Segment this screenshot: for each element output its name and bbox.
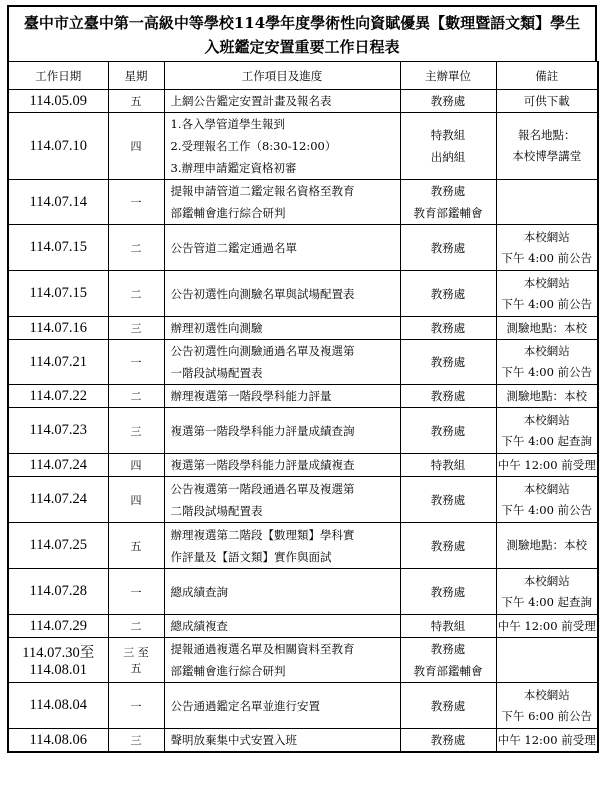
cell-organizer — [400, 340, 496, 385]
cell-date-line: 114.07.30至 — [22, 645, 95, 661]
cell-date — [8, 340, 108, 385]
cell-organizer — [400, 523, 496, 569]
cell-weekday-line: 五 — [130, 95, 142, 108]
table-row — [8, 683, 598, 729]
cell-weekday-line: 三 至 — [123, 646, 149, 659]
schedule-table — [7, 61, 599, 753]
cell-organizer — [400, 408, 496, 454]
cell-task — [164, 477, 400, 523]
table-row — [8, 90, 598, 113]
cell-task — [164, 454, 400, 477]
cell-notes-line: 測驗地點：本校 — [506, 388, 587, 403]
cell-notes-line: 下午 4:00 前公告 — [501, 365, 593, 379]
cell-task — [164, 615, 400, 638]
cell-date — [8, 113, 108, 180]
cell-organizer — [400, 317, 496, 340]
cell-date — [8, 569, 108, 615]
cell-weekday-line: 一 — [130, 356, 142, 369]
cell-date — [8, 638, 108, 683]
cell-organizer-line: 教育部鑑輔會 — [413, 206, 483, 220]
table-row — [8, 523, 598, 569]
cell-organizer-line: 教務處 — [430, 240, 466, 255]
cell-weekday-line: 一 — [130, 196, 142, 209]
document-title — [7, 5, 597, 61]
cell-organizer-line: 出納組 — [430, 150, 466, 164]
cell-organizer — [400, 638, 496, 683]
cell-notes — [496, 225, 598, 271]
cell-notes-line: 下午 4:00 前公告 — [501, 250, 593, 265]
cell-notes-line: 中午 12:00 前受理 — [497, 457, 596, 472]
table-row — [8, 180, 598, 225]
cell-notes-line: 可供下載 — [523, 93, 570, 108]
cell-date — [8, 615, 108, 638]
cell-date-line: 114.08.06 — [29, 731, 87, 748]
cell-notes — [496, 454, 598, 477]
cell-notes — [496, 180, 598, 225]
cell-task — [164, 569, 400, 615]
cell-date — [8, 180, 108, 225]
cell-date-line: 114.07.25 — [29, 537, 87, 553]
cell-task — [164, 385, 400, 408]
table-row — [8, 225, 598, 271]
cell-task-line: 部鑑輔會進行綜合研判 — [170, 664, 286, 678]
cell-notes-line: 本校網站 — [523, 275, 570, 290]
cell-date — [8, 729, 108, 753]
table-row — [8, 408, 598, 454]
cell-task — [164, 729, 400, 753]
cell-task — [164, 225, 400, 271]
cell-task-line: 複選第一階段學科能力評量成績查詢 — [170, 423, 355, 438]
cell-weekday — [108, 569, 164, 615]
cell-task-line: 作評量及【語文類】實作與面試 — [170, 549, 332, 564]
cell-organizer — [400, 225, 496, 271]
cell-notes-line: 本校網站 — [523, 687, 570, 702]
cell-date-line: 114.07.16 — [29, 319, 87, 336]
cell-task-line: 2.受理報名工作（8:30-12:00） — [170, 139, 337, 153]
cell-task — [164, 317, 400, 340]
cell-weekday-line: 二 — [130, 390, 142, 403]
cell-organizer-line: 教務處 — [430, 423, 466, 438]
cell-task-line: 公告初選性向測驗名單與試場配置表 — [170, 286, 355, 301]
cell-notes-line: 報名地點： — [518, 128, 576, 142]
cell-weekday — [108, 638, 164, 683]
cell-organizer-line: 特教組 — [430, 619, 466, 633]
cell-organizer — [400, 113, 496, 180]
table-row — [8, 638, 598, 683]
cell-task-line: 公告複選第一階段通過名單及複選第 — [170, 481, 355, 496]
cell-notes-line: 本校網站 — [523, 573, 570, 588]
cell-notes-line: 中午 12:00 前受理 — [497, 618, 596, 633]
cell-weekday-line: 五 — [130, 662, 142, 675]
cell-organizer — [400, 729, 496, 753]
cell-date — [8, 408, 108, 454]
table-row — [8, 340, 598, 385]
cell-task — [164, 683, 400, 729]
cell-date-line: 114.08.01 — [29, 662, 87, 678]
cell-weekday — [108, 523, 164, 569]
cell-weekday — [108, 113, 164, 180]
cell-date-line: 114.07.21 — [29, 353, 87, 370]
cell-weekday-line: 三 — [130, 734, 142, 747]
cell-weekday — [108, 729, 164, 753]
cell-weekday — [108, 683, 164, 729]
cell-organizer — [400, 180, 496, 225]
cell-date-line: 114.07.10 — [29, 137, 87, 154]
cell-notes-line: 中午 12:00 前受理 — [497, 732, 596, 747]
cell-organizer-line: 教務處 — [430, 286, 466, 301]
cell-notes-line: 測驗地點：本校 — [506, 538, 587, 552]
cell-notes — [496, 385, 598, 408]
cell-notes — [496, 615, 598, 638]
cell-notes — [496, 638, 598, 683]
cell-task-line: 辦理初選性向測驗 — [170, 321, 263, 335]
cell-organizer-line: 教務處 — [430, 698, 466, 713]
cell-notes-line: 下午 4:00 起查詢 — [501, 433, 593, 448]
cell-date — [8, 454, 108, 477]
cell-task — [164, 523, 400, 569]
cell-task — [164, 113, 400, 180]
cell-weekday — [108, 90, 164, 113]
cell-organizer-line: 教務處 — [430, 584, 466, 599]
cell-task-line: 1.各入學管道學生報到 — [170, 117, 285, 131]
title-line-2: 入班鑑定安置重要工作日程表 — [204, 38, 400, 56]
cell-organizer-line: 教務處 — [430, 492, 466, 507]
cell-date — [8, 385, 108, 408]
cell-task — [164, 408, 400, 454]
cell-weekday-line: 四 — [130, 459, 142, 472]
cell-task-line: 公告通過鑑定名單並進行安置 — [170, 698, 320, 713]
cell-date-line: 114.07.24 — [29, 456, 87, 473]
cell-date — [8, 317, 108, 340]
header-date: 工作日期 — [8, 62, 108, 90]
cell-organizer-line: 教務處 — [430, 538, 466, 553]
header-weekday: 星期 — [108, 62, 164, 90]
cell-task-line: 公告初選性向測驗通過名單及複選第 — [170, 344, 355, 358]
cell-organizer-line: 特教組 — [430, 128, 466, 142]
cell-organizer — [400, 477, 496, 523]
cell-notes-line: 本校博學講堂 — [512, 149, 582, 163]
cell-organizer — [400, 90, 496, 113]
cell-date — [8, 90, 108, 113]
cell-task-line: 複選第一階段學科能力評量成績複查 — [170, 458, 355, 472]
header-organizer: 主辦單位 — [400, 62, 496, 90]
cell-weekday — [108, 454, 164, 477]
cell-notes-line: 下午 4:00 前公告 — [501, 296, 593, 311]
cell-date-line: 114.07.22 — [29, 387, 87, 404]
cell-notes — [496, 113, 598, 180]
schedule-sheet — [7, 5, 597, 753]
cell-notes — [496, 729, 598, 753]
cell-notes-line: 本校網站 — [523, 412, 570, 427]
table-row — [8, 477, 598, 523]
cell-date-line: 114.07.15 — [29, 285, 87, 301]
cell-task — [164, 340, 400, 385]
cell-notes-line: 本校網站 — [523, 481, 570, 496]
cell-notes — [496, 271, 598, 317]
cell-organizer-line: 教務處 — [430, 389, 466, 403]
cell-organizer-line: 教務處 — [430, 184, 466, 198]
cell-notes — [496, 523, 598, 569]
cell-weekday — [108, 225, 164, 271]
cell-date-line: 114.07.24 — [29, 491, 87, 507]
cell-notes-line: 本校網站 — [523, 229, 570, 244]
cell-date-line: 114.07.14 — [29, 193, 87, 210]
header-notes: 備註 — [496, 62, 598, 90]
cell-task-line: 一階段試場配置表 — [170, 366, 263, 380]
cell-date — [8, 225, 108, 271]
table-row — [8, 454, 598, 477]
cell-organizer-line: 教務處 — [430, 733, 466, 747]
cell-notes — [496, 317, 598, 340]
table-row — [8, 271, 598, 317]
cell-organizer — [400, 454, 496, 477]
cell-task-line: 部鑑輔會進行綜合研判 — [170, 206, 286, 220]
cell-weekday — [108, 271, 164, 317]
cell-notes-line: 本校網站 — [523, 344, 570, 358]
cell-notes — [496, 408, 598, 454]
cell-weekday-line: 一 — [130, 699, 142, 713]
cell-weekday-line: 四 — [130, 140, 142, 153]
cell-organizer-line: 教務處 — [430, 642, 466, 656]
cell-weekday-line: 二 — [130, 620, 142, 633]
cell-organizer — [400, 615, 496, 638]
cell-notes-line: 下午 6:00 前公告 — [501, 708, 593, 723]
cell-weekday-line: 一 — [130, 585, 142, 599]
cell-task — [164, 90, 400, 113]
cell-task — [164, 180, 400, 225]
cell-organizer — [400, 385, 496, 408]
header-task: 工作項目及進度 — [164, 62, 400, 90]
cell-organizer — [400, 271, 496, 317]
cell-organizer-line: 教務處 — [430, 355, 466, 369]
table-row — [8, 729, 598, 753]
cell-organizer-line: 教務處 — [430, 321, 466, 335]
cell-date-line: 114.07.28 — [29, 583, 87, 599]
table-row — [8, 113, 598, 180]
cell-date-line: 114.05.09 — [29, 92, 87, 109]
cell-organizer-line: 特教組 — [430, 458, 466, 472]
cell-task-line: 總成績複查 — [170, 619, 228, 633]
cell-weekday-line: 五 — [130, 539, 142, 553]
cell-date-line: 114.07.15 — [29, 239, 87, 255]
cell-date-line: 114.08.04 — [29, 697, 87, 713]
cell-notes — [496, 569, 598, 615]
cell-date — [8, 271, 108, 317]
cell-task-line: 總成績查詢 — [170, 584, 228, 599]
table-header-row — [8, 62, 598, 90]
cell-organizer-line: 教務處 — [430, 94, 466, 108]
cell-date-line: 114.07.29 — [29, 617, 87, 634]
cell-date — [8, 477, 108, 523]
cell-notes — [496, 90, 598, 113]
cell-task-line: 提報通過複選名單及相關資料至教育 — [170, 642, 355, 656]
table-body — [8, 90, 598, 753]
table-row — [8, 615, 598, 638]
title-line-1: 臺中市立臺中第一高級中等學校114學年度學術性向資賦優異【數理暨語文類】學生 — [23, 14, 581, 32]
cell-notes — [496, 477, 598, 523]
table-row — [8, 385, 598, 408]
cell-date — [8, 683, 108, 729]
cell-task-line: 聲明放棄集中式安置入班 — [170, 733, 297, 747]
cell-notes — [496, 683, 598, 729]
cell-task-line: 公告管道二鑑定通過名單 — [170, 240, 297, 255]
cell-weekday — [108, 408, 164, 454]
cell-date — [8, 523, 108, 569]
cell-task-line: 3.辦理申請鑑定資格初審 — [170, 161, 297, 175]
cell-date-line: 114.07.23 — [29, 422, 87, 438]
cell-task-line: 提報申請管道二鑑定報名資格至教育 — [170, 184, 355, 198]
cell-weekday-line: 三 — [130, 424, 142, 438]
cell-weekday-line: 二 — [130, 287, 142, 301]
cell-weekday-line: 三 — [130, 322, 142, 335]
cell-weekday — [108, 385, 164, 408]
cell-task — [164, 271, 400, 317]
cell-notes — [496, 340, 598, 385]
cell-task-line: 上網公告鑑定安置計畫及報名表 — [170, 94, 332, 108]
cell-weekday — [108, 317, 164, 340]
cell-organizer-line: 教育部鑑輔會 — [413, 664, 483, 678]
cell-notes-line: 下午 4:00 前公告 — [501, 502, 593, 517]
cell-organizer — [400, 569, 496, 615]
cell-weekday-line: 四 — [130, 493, 142, 507]
cell-weekday — [108, 340, 164, 385]
cell-notes-line: 下午 4:00 起查詢 — [501, 594, 593, 609]
cell-task-line: 辦理複選第二階段【數理類】學科實 — [170, 527, 355, 542]
cell-task-line: 辦理複選第一階段學科能力評量 — [170, 389, 332, 403]
cell-task-line: 二階段試場配置表 — [170, 503, 263, 518]
cell-weekday-line: 二 — [130, 241, 142, 255]
table-row — [8, 317, 598, 340]
table-row — [8, 569, 598, 615]
cell-weekday — [108, 615, 164, 638]
cell-notes-line: 測驗地點：本校 — [506, 320, 587, 335]
cell-organizer — [400, 683, 496, 729]
cell-task — [164, 638, 400, 683]
cell-weekday — [108, 180, 164, 225]
cell-weekday — [108, 477, 164, 523]
